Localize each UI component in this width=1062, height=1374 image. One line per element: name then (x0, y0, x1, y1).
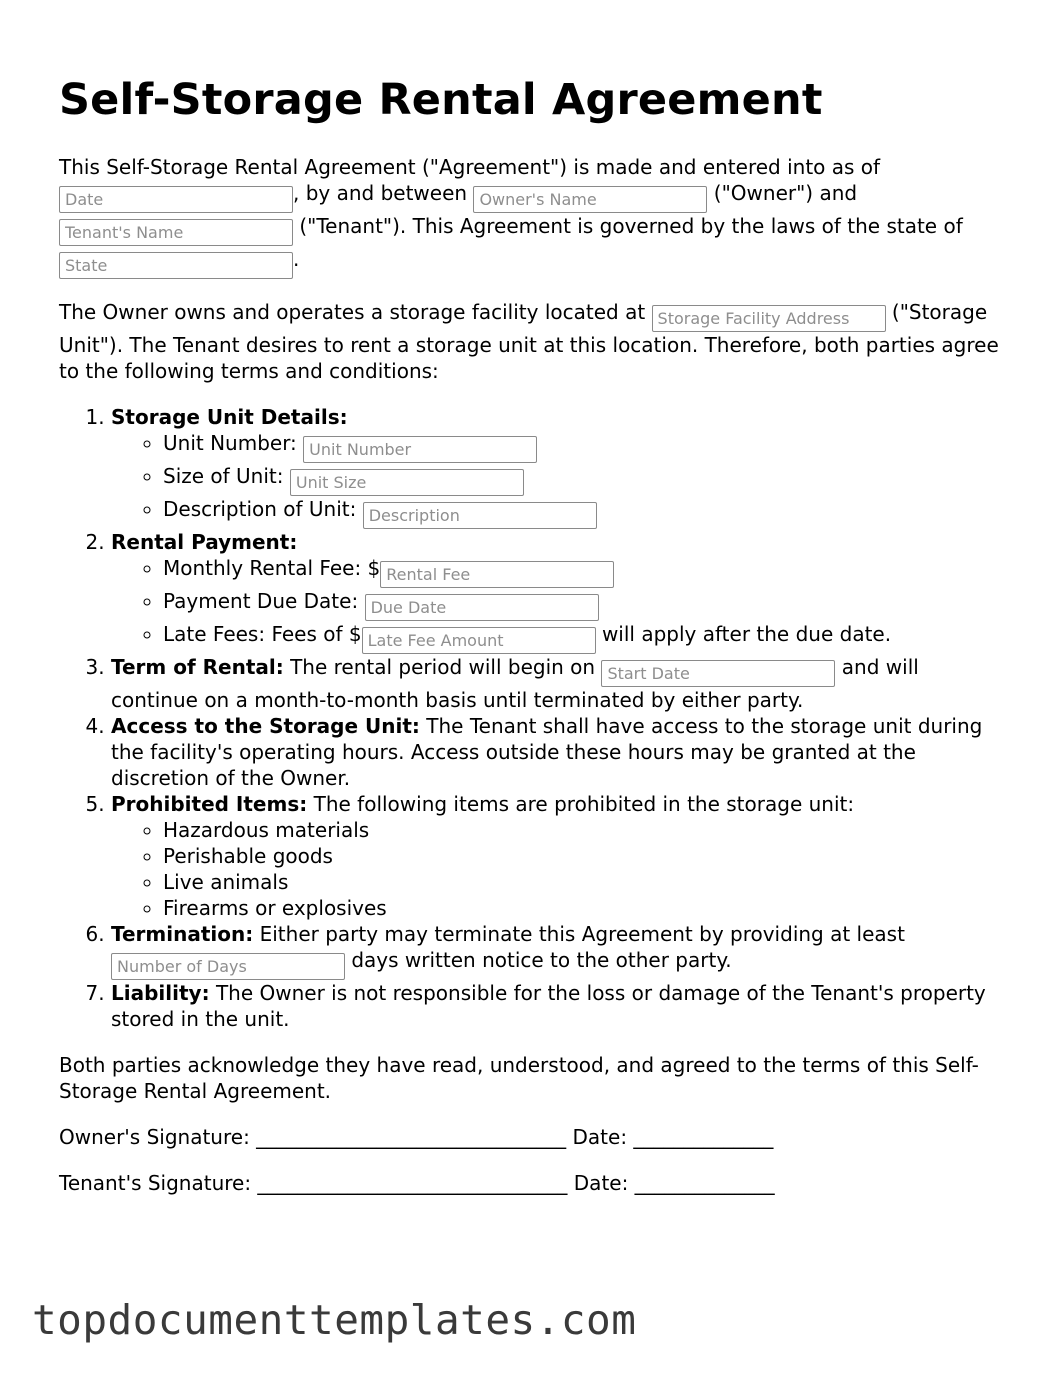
intro-text-1: This Self-Storage Rental Agreement ("Agreement") is made and entered into as of (59, 155, 881, 179)
unit-size-label: Size of Unit: (163, 464, 284, 488)
term-liability (111, 980, 1009, 1032)
state-input[interactable] (59, 252, 293, 279)
termination-text-1: Either party may terminate this Agreement by providing at least (259, 922, 905, 946)
list-item: ◦ Perishable goods (163, 843, 1009, 869)
notice-days-input[interactable] (111, 953, 345, 980)
prohibited-text: The following items are prohibited in the storage unit: (313, 792, 855, 816)
agreement-document (59, 74, 1009, 1216)
rental-fee-input[interactable] (380, 561, 614, 588)
acknowledgement: Both parties acknowledge they have read, understood, and agreed to the terms of this Self-Storage Rental Agreement. (59, 1053, 979, 1103)
tenant-signature-line: Tenant's Signature: _______________________________ Date: ______________ (59, 1171, 775, 1195)
list-item: ◦ Live animals (163, 869, 1009, 895)
unit-number-input[interactable] (303, 436, 537, 463)
intro-text-5: . (293, 247, 300, 271)
payment-list (111, 555, 1009, 654)
owner-signature-line: Owner's Signature: _______________________________ Date: ______________ (59, 1125, 774, 1149)
due-date-label: Payment Due Date: (163, 589, 359, 613)
term-term-of-rental (111, 654, 1009, 713)
unit-details-list (111, 430, 1009, 529)
term-text-2: and will continue on a month-to-month basis until terminated by either party. (111, 655, 919, 712)
access-text: The Tenant shall have access to the storage unit during the facility's operating hours. Access outside these hours may be granted at the discretion of the Owner. (111, 714, 983, 790)
term-heading: Termination: (111, 922, 254, 946)
intro-text-4: ("Tenant"). This Agreement is governed by the laws of the state of (299, 214, 963, 238)
list-item (163, 430, 1009, 463)
term-prohibited-items (111, 791, 1009, 921)
term-access (111, 713, 1009, 791)
facility-text-1: The Owner owns and operates a storage facility located at (59, 300, 646, 324)
facility-paragraph (59, 299, 1009, 384)
list-item (163, 588, 1009, 621)
term-heading: Storage Unit Details: (111, 405, 348, 429)
term-termination (111, 921, 1009, 980)
date-input[interactable] (59, 186, 293, 213)
unit-number-label: Unit Number: (163, 431, 297, 455)
term-heading: Rental Payment: (111, 530, 298, 554)
term-text-1: The rental period will begin on (290, 655, 596, 679)
list-item (163, 621, 1009, 654)
late-fee-label: Late Fees: Fees of $ (163, 622, 362, 646)
term-rental-payment (111, 529, 1009, 654)
tenant-name-input[interactable] (59, 219, 293, 246)
facility-text-2: ("Storage Unit"). The Tenant desires to rent a storage unit at this location. Therefore, both parties agree to the following terms and conditions: (59, 300, 999, 383)
prohibited-list (111, 817, 1009, 921)
watermark: topdocumenttemplates.com (32, 1296, 637, 1344)
term-heading: Prohibited Items: (111, 792, 308, 816)
late-fee-suffix: will apply after the due date. (601, 622, 892, 646)
start-date-input[interactable] (601, 660, 835, 687)
list-item (163, 496, 1009, 529)
facility-address-input[interactable] (652, 305, 886, 332)
term-heading: Access to the Storage Unit: (111, 714, 420, 738)
intro-text-2: , by and between (293, 181, 468, 205)
unit-size-input[interactable] (290, 469, 524, 496)
list-item (163, 463, 1009, 496)
term-heading: Liability: (111, 981, 210, 1005)
due-date-input[interactable] (365, 594, 599, 621)
rental-fee-label: Monthly Rental Fee: $ (163, 556, 381, 580)
list-item (163, 555, 1009, 588)
unit-description-label: Description of Unit: (163, 497, 357, 521)
unit-description-input[interactable] (363, 502, 597, 529)
term-heading: Term of Rental: (111, 655, 284, 679)
late-fee-input[interactable] (362, 627, 596, 654)
terms-list (59, 404, 1009, 1032)
intro-paragraph (59, 154, 1009, 279)
owner-name-input[interactable] (473, 186, 707, 213)
page-title: Self-Storage Rental Agreement (59, 75, 823, 125)
intro-text-3: ("Owner") and (713, 181, 858, 205)
liability-text: The Owner is not responsible for the loss or damage of the Tenant's property stored in the unit. (111, 981, 986, 1031)
term-storage-unit-details (111, 404, 1009, 529)
list-item: ◦ Firearms or explosives (163, 895, 1009, 921)
list-item: ◦ Hazardous materials (163, 817, 1009, 843)
termination-text-2: days written notice to the other party. (351, 948, 732, 972)
